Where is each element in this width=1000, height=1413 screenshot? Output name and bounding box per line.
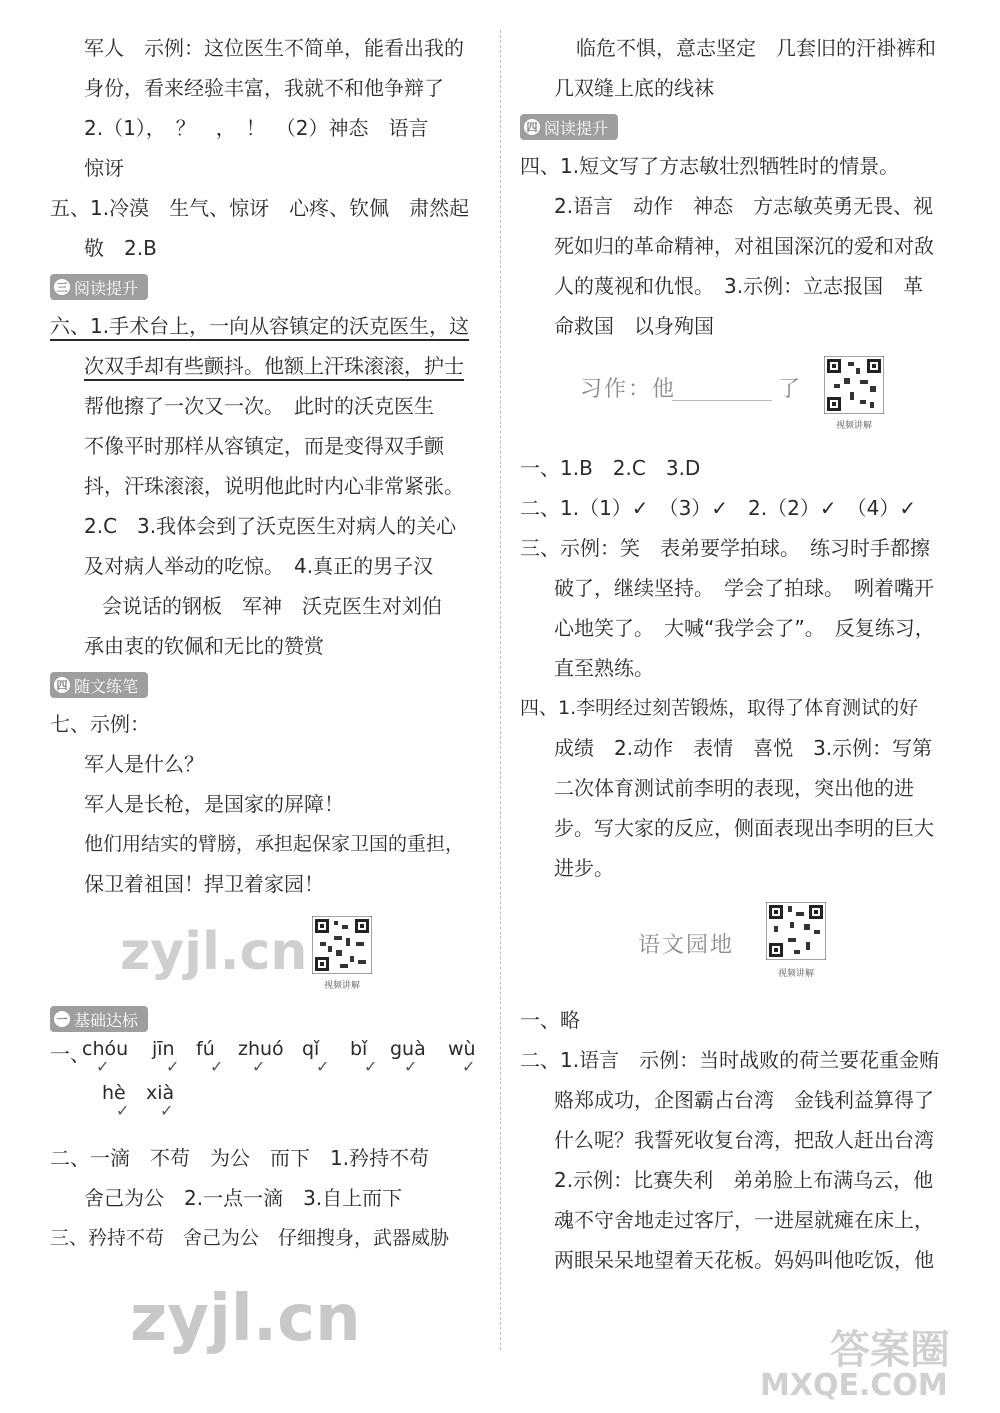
tick-icon: ✓ — [210, 1057, 224, 1076]
pinyin-item: bǐ ✓ — [350, 1038, 378, 1076]
text-line: 两眼呆呆地望着天花板。妈妈叫他吃饭，他 — [554, 1248, 934, 1272]
section-number-icon: 三 — [54, 279, 70, 295]
text-line: 三、示例：笑 表弟要学拍球。 练习时手都擦 — [520, 536, 930, 560]
section-badge-label: 基础达标 — [74, 1010, 139, 1030]
text-line: 三、矜持不苟 舍己为公 仔细搜身，武器威胁 — [50, 1227, 450, 1249]
text-line: 几双缝上底的线袜 — [554, 76, 714, 100]
text-line: 帮他擦了一次又一次。 此时的沃克医生 — [84, 394, 434, 418]
text-line: 五、1.冷漠 生气、惊讶 心疼、钦佩 肃然起 — [50, 196, 470, 220]
pinyin-row — [50, 1038, 482, 1082]
tick-icon: ✓ — [404, 1057, 418, 1076]
text-line: 惊讶 — [84, 156, 124, 180]
yuwen-header — [520, 888, 960, 1000]
text-line: 2.语言 动作 神态 方志敏英勇无畏、视 — [554, 194, 934, 218]
qr-block-left — [50, 904, 482, 1000]
text-line: 魂不守舍地走过客厅，一进屋就瘫在床上， — [554, 1208, 934, 1232]
watermark-url: MXQE.COM — [760, 1368, 948, 1403]
qr-caption: 视频讲解 — [777, 969, 814, 979]
text-line: 四、1.短文写了方志敏壮烈牺牲时的情景。 — [520, 154, 900, 178]
section-badge-label: 阅读提升 — [74, 278, 139, 298]
right-column — [520, 28, 960, 1280]
pinyin-item: xià ✓ — [146, 1082, 175, 1120]
text-line: 人的蔑视和仇恨。 3.示例：立志报国 革 — [554, 274, 924, 298]
yuwen-title: 语文园地 — [638, 933, 735, 958]
composition-header — [520, 346, 960, 448]
text-line: 一、1.B 2.C 3.D — [520, 456, 701, 480]
pinyin-item: qǐ ✓ — [302, 1038, 330, 1076]
text-line: 进步。 — [554, 856, 614, 880]
text-line: 保卫着祖国！捍卫着家园！ — [84, 872, 324, 896]
text-line: 抖，汗珠滚滚，说明他此时内心非常紧张。 — [84, 474, 464, 498]
text-line: 二、1.（1）✓ （3）✓ 2.（2）✓ （4）✓ — [520, 496, 917, 520]
pinyin-item: zhuó ✓ — [238, 1038, 284, 1076]
text-line: 赂郑成功，企图霸占台湾 金钱利益算得了 — [554, 1088, 934, 1112]
text-line: 二、一滴 不苟 为公 而下 1.矜持不苟 — [50, 1146, 430, 1170]
section-badge-writing — [50, 672, 148, 698]
watermark-logo: 答案圈 — [830, 1327, 950, 1373]
text-line: 命救国 以身殉国 — [554, 314, 714, 338]
section-badge-label: 阅读提升 — [544, 118, 609, 138]
text-line: 二次体育测试前李明的表现，突出他的进 — [554, 776, 914, 800]
pinyin-item: guà ✓ — [390, 1038, 426, 1076]
text-line: 什么呢？我誓死收复台湾，把敌人赶出台湾 — [554, 1128, 934, 1152]
text-line: 步。写大家的反应，侧面表现出李明的巨大 — [554, 816, 934, 840]
text-line: 舍己为公 2.一点一滴 3.自上而下 — [84, 1186, 403, 1210]
qr-caption: 视频讲解 — [323, 981, 360, 991]
pinyin-row — [50, 1082, 482, 1138]
blank-line — [672, 400, 772, 401]
tick-icon: ✓ — [364, 1057, 378, 1076]
tick-icon: ✓ — [96, 1057, 110, 1076]
text-line: 二、1.语言 示例：当时战败的荷兰要花重金贿 — [520, 1048, 940, 1072]
text-line: 六、1.手术台上，一向从容镇定的沃克医生，这 — [50, 314, 470, 338]
text-line: 2.示例：比赛失利 弟弟脸上布满乌云，他 — [554, 1168, 934, 1192]
qr-code-icon — [766, 902, 826, 960]
text-line: 敬 2.B — [84, 236, 157, 260]
tick-icon: ✓ — [116, 1101, 130, 1120]
tick-icon: ✓ — [160, 1101, 174, 1120]
pinyin-item: chóu ✓ — [82, 1038, 129, 1076]
text-line: 军人是什么？ — [84, 752, 204, 776]
section-number-icon: 四 — [54, 677, 70, 693]
section-badge-label: 随文练笔 — [74, 676, 139, 696]
tick-icon: ✓ — [252, 1057, 266, 1076]
section-badge-reading — [520, 114, 618, 140]
tick-icon: ✓ — [462, 1057, 476, 1076]
text-line: 破了，继续坚持。 学会了拍球。 咧着嘴开 — [554, 576, 934, 600]
text-line: 心地笑了。 大喊“我学会了”。 反复练习， — [554, 616, 935, 640]
text-line: 会说话的钢板 军神 沃克医生对刘伯 — [102, 594, 442, 618]
tick-icon: ✓ — [166, 1057, 180, 1076]
pinyin-item: jīn ✓ — [152, 1038, 180, 1076]
left-column — [50, 28, 482, 1258]
text-line: 身份，看来经验丰富，我就不和他争辩了 — [84, 76, 444, 100]
column-divider — [500, 30, 501, 1350]
tick-icon: ✓ — [316, 1057, 330, 1076]
text-line: 2.（1）， ？ ， ！ （2）神态 语言 — [84, 116, 429, 140]
composition-title-end: 了 — [778, 377, 803, 402]
text-line: 七、示例： — [50, 712, 150, 736]
text-line: 2.C 3.我体会到了沃克医生对病人的关心 — [84, 514, 457, 538]
qr-code-icon — [824, 356, 884, 414]
text-line: 不像平时那样从容镇定，而是变得双手颤 — [84, 434, 444, 458]
watermark-text: zyjl.cn — [120, 922, 308, 982]
text-line: 军人 示例：这位医生不简单，能看出我的 — [84, 36, 464, 60]
section-number-icon: 四 — [524, 119, 540, 135]
pinyin-item: fú ✓ — [196, 1038, 224, 1076]
text-line: 他们用结实的臂膀，承担起保家卫国的重担， — [84, 833, 465, 855]
text-line: 及对病人举动的吃惊。 4.真正的男子汉 — [84, 554, 434, 578]
qr-caption: 视频讲解 — [835, 421, 872, 431]
text-line: 临危不惧，意志坚定 几套旧的汗褂裤和 — [576, 36, 936, 60]
section-number-icon: 一 — [54, 1011, 70, 1027]
pinyin-item: hè ✓ — [102, 1082, 130, 1120]
text-line: 四、1.李明经过刻苦锻炼，取得了体育测试的好 — [520, 697, 919, 719]
text-line: 次双手却有些颤抖。他额上汗珠滚滚，护士 — [84, 354, 464, 378]
question-number: 一、 — [50, 1042, 90, 1066]
text-line: 死如归的革命精神，对祖国深沉的爱和对敌 — [554, 234, 934, 258]
text-line: 一、略 — [520, 1008, 580, 1032]
text-line: 承由衷的钦佩和无比的赞赏 — [84, 634, 324, 658]
text-line: 成绩 2.动作 表情 喜悦 3.示例：写第 — [554, 736, 933, 760]
text-line: 军人是长枪，是国家的屏障！ — [84, 792, 344, 816]
watermark-text: zyjl.cn — [130, 1282, 361, 1356]
section-badge-reading — [50, 274, 148, 300]
composition-title: 习作：他 — [580, 377, 677, 402]
text-line: 直至熟练。 — [554, 656, 654, 680]
pinyin-item: wù ✓ — [448, 1038, 476, 1076]
section-badge-basics — [50, 1006, 148, 1032]
qr-code-icon — [312, 916, 372, 974]
